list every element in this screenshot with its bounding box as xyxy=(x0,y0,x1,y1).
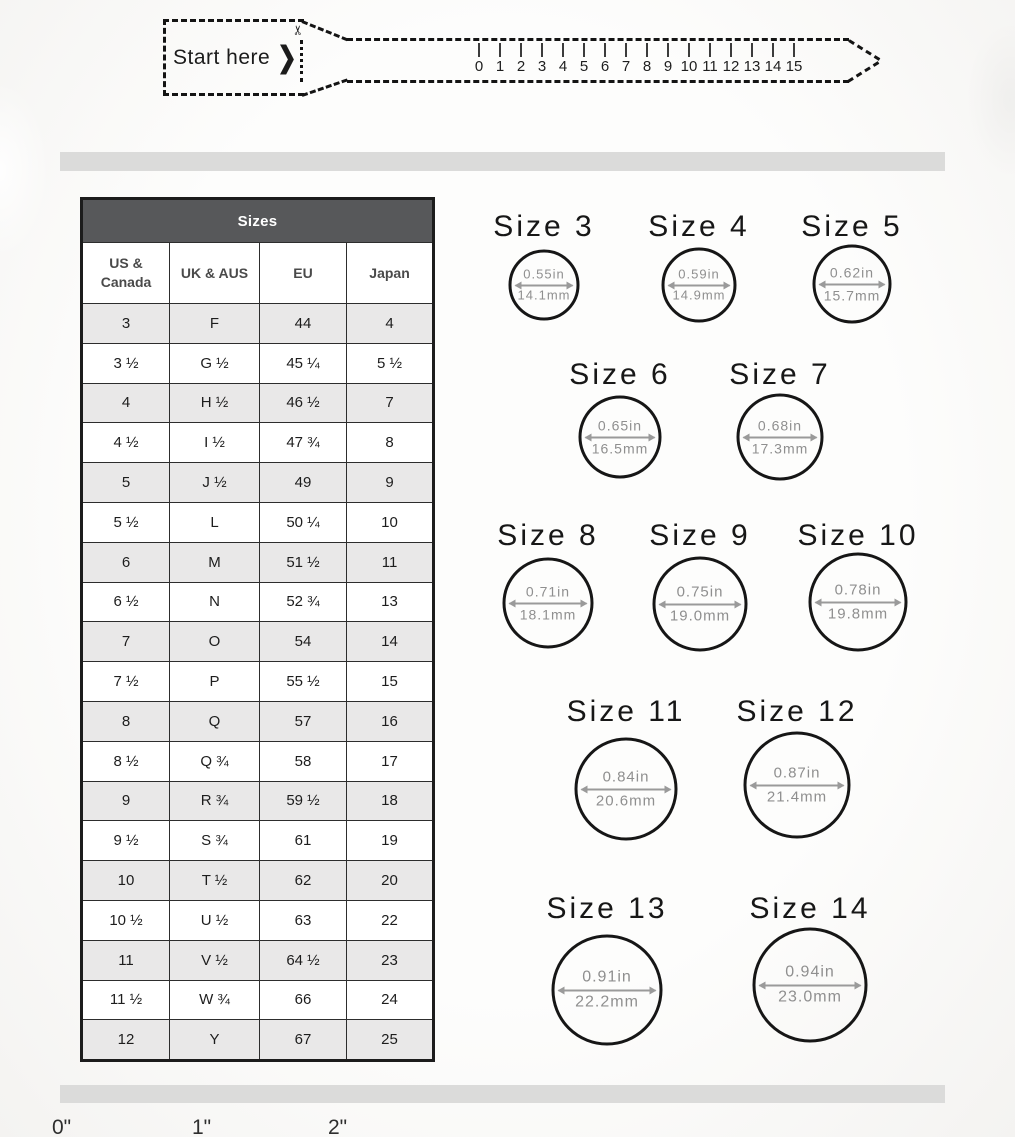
table-row xyxy=(82,741,434,781)
table-cell: 11 ½ xyxy=(82,980,170,1020)
ring-diameter-mm: 22.2mm xyxy=(575,993,639,1010)
ruler-tick xyxy=(762,43,784,74)
ruler-tick xyxy=(657,43,679,74)
table-cell: L xyxy=(170,502,260,542)
page-edge-vignette xyxy=(0,80,50,260)
table-cell: 4 xyxy=(347,304,434,344)
ring-diameter-mm: 21.4mm xyxy=(766,788,828,805)
ruler-tick xyxy=(783,43,805,74)
diameter-arrow-icon xyxy=(820,283,885,285)
table-row xyxy=(82,1020,434,1061)
tick-number: 2 xyxy=(516,58,526,75)
table-row xyxy=(82,940,434,980)
ring-diameter-inches: 0.87in xyxy=(773,764,821,782)
table-cell: 52 ¾ xyxy=(260,582,347,622)
table-cell: 8 xyxy=(82,701,170,741)
tick-number: 7 xyxy=(621,58,631,75)
start-here-box xyxy=(163,19,304,96)
table-cell: 15 xyxy=(347,662,434,702)
table-cell: 66 xyxy=(260,980,347,1020)
table-cell: 25 xyxy=(347,1020,434,1061)
table-column-headers xyxy=(82,243,434,304)
page-edge-vignette xyxy=(965,20,1015,180)
table-cell: 7 xyxy=(82,622,170,662)
table-cell: 6 ½ xyxy=(82,582,170,622)
ring-circle xyxy=(552,935,663,1046)
ring-diameter-inches: 0.59in xyxy=(678,266,720,282)
ring-circle xyxy=(579,396,662,479)
table-cell: 8 ½ xyxy=(82,741,170,781)
table-cell: Y xyxy=(170,1020,260,1061)
table-row xyxy=(82,343,434,383)
table-cell: S ¾ xyxy=(170,821,260,861)
ruler-tick xyxy=(678,43,700,74)
table-cell: 58 xyxy=(260,741,347,781)
column-header: EU xyxy=(260,243,347,304)
table-cell: 16 xyxy=(347,701,434,741)
table-cell: 3 xyxy=(82,304,170,344)
table-cell: 59 ½ xyxy=(260,781,347,821)
ruler-tick xyxy=(594,43,616,74)
diameter-arrow-icon xyxy=(660,603,741,605)
ring-diameter-inches: 0.84in xyxy=(602,768,650,786)
start-here-text: Start here xyxy=(173,45,271,69)
ring-size-label: Size 11 xyxy=(566,695,686,728)
tick-number: 6 xyxy=(600,58,610,75)
ring-diameter-mm: 14.1mm xyxy=(517,287,571,302)
table-row xyxy=(82,304,434,344)
table-row xyxy=(82,781,434,821)
table-cell: 6 xyxy=(82,542,170,582)
ring-circle xyxy=(662,248,737,323)
ring-circle xyxy=(575,738,678,841)
table-cell: 10 ½ xyxy=(82,900,170,940)
scissors-icon: ✂ xyxy=(290,24,306,36)
ring-size-label: Size 12 xyxy=(736,695,858,728)
table-cell: 7 ½ xyxy=(82,662,170,702)
table-cell: 7 xyxy=(347,383,434,423)
ring-circle xyxy=(509,250,580,321)
table-cell: G ½ xyxy=(170,343,260,383)
tick-mark xyxy=(709,43,711,57)
table-cell: H ½ xyxy=(170,383,260,423)
tick-number: 8 xyxy=(642,58,652,75)
table-row xyxy=(82,542,434,582)
table-cell: Q xyxy=(170,701,260,741)
table-cell: 51 ½ xyxy=(260,542,347,582)
diameter-arrow-icon xyxy=(816,601,901,603)
ring-diameter-inches: 0.62in xyxy=(829,264,875,281)
table-row xyxy=(82,662,434,702)
table-row xyxy=(82,900,434,940)
table-cell: 11 xyxy=(347,542,434,582)
ring-size-label: Size 4 xyxy=(648,210,750,243)
tick-mark xyxy=(478,43,480,57)
table-cell: 67 xyxy=(260,1020,347,1061)
table-cell: O xyxy=(170,622,260,662)
ring-diameter-inches: 0.71in xyxy=(525,583,571,600)
table-cell: 54 xyxy=(260,622,347,662)
start-here-label xyxy=(173,40,297,74)
tick-number: 4 xyxy=(558,58,568,75)
ruler-tick xyxy=(720,43,742,74)
strip-arrow-tip xyxy=(847,61,879,83)
ring-diameter-mm: 14.9mm xyxy=(672,287,726,302)
table-row xyxy=(82,861,434,901)
table-cell: 11 xyxy=(82,940,170,980)
table-row xyxy=(82,383,434,423)
table-cell: 9 ½ xyxy=(82,821,170,861)
table-cell: N xyxy=(170,582,260,622)
table-cell: 10 xyxy=(347,502,434,542)
ruler-tick xyxy=(699,43,721,74)
table-cell: T ½ xyxy=(170,861,260,901)
ring-diameter-inches: 0.75in xyxy=(676,583,724,601)
table-cell: 18 xyxy=(347,781,434,821)
ring-diameter-mm: 23.0mm xyxy=(778,988,842,1005)
inch-label: 2" xyxy=(328,1116,348,1137)
tick-number: 15 xyxy=(785,58,803,75)
table-cell: 4 xyxy=(82,383,170,423)
ring-size-label: Size 8 xyxy=(497,519,599,552)
table-cell: 45 ¼ xyxy=(260,343,347,383)
diameter-arrow-icon xyxy=(510,602,587,604)
ring-circle xyxy=(737,394,824,481)
ruler-tick xyxy=(636,43,658,74)
ring-diameter-inches: 0.91in xyxy=(582,968,632,986)
ring-size-label: Size 10 xyxy=(797,519,919,552)
tick-mark xyxy=(583,43,585,57)
ring-diameter-inches: 0.68in xyxy=(757,417,803,434)
table-title: Sizes xyxy=(82,199,434,243)
table-cell: 57 xyxy=(260,701,347,741)
tick-number: 13 xyxy=(743,58,761,75)
ring-size-label: Size 9 xyxy=(649,519,751,552)
tick-mark xyxy=(730,43,732,57)
table-cell: 55 ½ xyxy=(260,662,347,702)
table-row xyxy=(82,980,434,1020)
ring-circle xyxy=(744,732,851,839)
ring-diameter-mm: 18.1mm xyxy=(519,606,577,622)
ruler-tick xyxy=(615,43,637,74)
tick-mark xyxy=(541,43,543,57)
table-cell: 12 xyxy=(82,1020,170,1061)
diameter-arrow-icon xyxy=(744,436,817,438)
table-cell: 44 xyxy=(260,304,347,344)
table-cell: 5 ½ xyxy=(82,502,170,542)
table-row xyxy=(82,701,434,741)
ruler-tick xyxy=(489,43,511,74)
ring-diameter-inches: 0.78in xyxy=(834,581,882,599)
inch-label: 1" xyxy=(192,1116,212,1137)
table-cell: P xyxy=(170,662,260,702)
table-cell: 46 ½ xyxy=(260,383,347,423)
ring-size-label: Size 6 xyxy=(569,358,671,391)
table-cell: J ½ xyxy=(170,463,260,503)
tick-number: 3 xyxy=(537,58,547,75)
ruler-tick xyxy=(573,43,595,74)
diameter-arrow-icon xyxy=(760,984,861,986)
ring-size-label: Size 7 xyxy=(729,358,831,391)
table-row xyxy=(82,582,434,622)
table-cell: 64 ½ xyxy=(260,940,347,980)
tick-number: 11 xyxy=(702,58,718,75)
tick-number: 5 xyxy=(579,58,589,75)
table-cell: 63 xyxy=(260,900,347,940)
tick-mark xyxy=(772,43,774,57)
ring-diameter-mm: 17.3mm xyxy=(751,440,809,456)
diameter-arrow-icon xyxy=(586,436,655,438)
ring-size-label: Size 14 xyxy=(749,892,871,925)
tick-number: 0 xyxy=(474,58,484,75)
table-cell: 5 ½ xyxy=(347,343,434,383)
ruler-tick xyxy=(531,43,553,74)
diameter-arrow-icon xyxy=(669,284,730,286)
ring-diameter-mm: 19.0mm xyxy=(669,607,731,624)
ring-diameter-mm: 19.8mm xyxy=(827,605,889,622)
table-row xyxy=(82,463,434,503)
ring-diameter-mm: 16.5mm xyxy=(591,440,649,456)
column-header: US & Canada xyxy=(82,243,170,304)
table-row xyxy=(82,821,434,861)
tick-mark xyxy=(499,43,501,57)
ring-diameter-mm: 15.7mm xyxy=(823,287,881,303)
strip-arrow-tip xyxy=(848,39,880,61)
table-cell: V ½ xyxy=(170,940,260,980)
strip-taper-edge xyxy=(302,78,348,96)
table-row xyxy=(82,502,434,542)
table-cell: 8 xyxy=(347,423,434,463)
tick-mark xyxy=(625,43,627,57)
table-cell: R ¾ xyxy=(170,781,260,821)
diameter-arrow-icon xyxy=(516,284,573,286)
strip-ruler-band xyxy=(347,38,849,83)
table-cell: 24 xyxy=(347,980,434,1020)
ring-diameter-inches: 0.94in xyxy=(785,963,835,981)
cut-line xyxy=(300,40,303,82)
ring-circle xyxy=(653,557,748,652)
table-cell: Q ¾ xyxy=(170,741,260,781)
ruler-tick xyxy=(468,43,490,74)
tick-mark xyxy=(667,43,669,57)
table-cell: 4 ½ xyxy=(82,423,170,463)
ring-diameter-mm: 20.6mm xyxy=(595,792,657,809)
table-cell: 9 xyxy=(82,781,170,821)
diameter-arrow-icon xyxy=(751,784,844,786)
diameter-arrow-icon xyxy=(582,788,671,790)
table-cell: 50 ¼ xyxy=(260,502,347,542)
ring-circle xyxy=(813,245,892,324)
ring-circle xyxy=(503,558,594,649)
table-cell: 62 xyxy=(260,861,347,901)
table-cell: 20 xyxy=(347,861,434,901)
tick-mark xyxy=(751,43,753,57)
ring-diameter-inches: 0.65in xyxy=(597,417,643,434)
table-cell: 61 xyxy=(260,821,347,861)
tick-number: 1 xyxy=(495,58,505,75)
tick-number: 12 xyxy=(722,58,740,75)
tick-mark xyxy=(562,43,564,57)
ring-circle xyxy=(809,553,908,652)
ring-size-label: Size 3 xyxy=(493,210,595,243)
ring-diameter-inches: 0.55in xyxy=(523,266,565,282)
tick-mark xyxy=(793,43,795,57)
table-cell: 19 xyxy=(347,821,434,861)
ruler-tick xyxy=(510,43,532,74)
ruler-tick xyxy=(552,43,574,74)
table-cell: F xyxy=(170,304,260,344)
table-cell: W ¾ xyxy=(170,980,260,1020)
table-cell: 22 xyxy=(347,900,434,940)
table-cell: 49 xyxy=(260,463,347,503)
ring-circle xyxy=(753,928,868,1043)
tick-mark xyxy=(604,43,606,57)
table-cell: U ½ xyxy=(170,900,260,940)
divider-bar xyxy=(60,152,945,171)
table-cell: 47 ¾ xyxy=(260,423,347,463)
table-cell: 10 xyxy=(82,861,170,901)
column-header: Japan xyxy=(347,243,434,304)
table-cell: I ½ xyxy=(170,423,260,463)
table-cell: M xyxy=(170,542,260,582)
chevron-right-icon: ❯ xyxy=(277,40,297,74)
ring-size-label: Size 13 xyxy=(546,892,668,925)
tick-mark xyxy=(688,43,690,57)
table-cell: 14 xyxy=(347,622,434,662)
strip-taper-edge xyxy=(301,20,348,41)
inch-label: 0" xyxy=(52,1116,72,1137)
table-cell: 3 ½ xyxy=(82,343,170,383)
table-cell: 5 xyxy=(82,463,170,503)
divider-bar xyxy=(60,1085,945,1103)
table-row xyxy=(82,622,434,662)
table-cell: 9 xyxy=(347,463,434,503)
tick-number: 14 xyxy=(764,58,782,75)
tick-number: 10 xyxy=(680,58,698,75)
table-cell: 13 xyxy=(347,582,434,622)
table-cell: 23 xyxy=(347,940,434,980)
ring-size-label: Size 5 xyxy=(801,210,903,243)
table-cell: 17 xyxy=(347,741,434,781)
column-header: UK & AUS xyxy=(170,243,260,304)
ruler-tick xyxy=(741,43,763,74)
tick-number: 9 xyxy=(663,58,673,75)
table-row xyxy=(82,423,434,463)
size-conversion-table xyxy=(80,197,435,1062)
tick-mark xyxy=(646,43,648,57)
diameter-arrow-icon xyxy=(559,989,656,991)
tick-mark xyxy=(520,43,522,57)
